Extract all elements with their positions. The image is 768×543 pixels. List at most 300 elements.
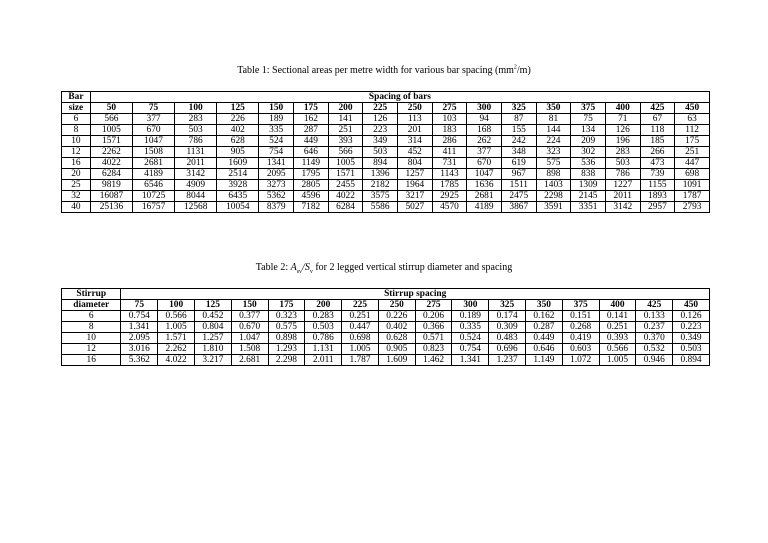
table2-column-header: 125 — [194, 300, 231, 311]
table2-row-label: 12 — [62, 344, 121, 355]
table2-cell: 0.698 — [342, 333, 379, 344]
table1-cell: 168 — [467, 125, 502, 136]
table1-row-label: 32 — [62, 191, 91, 202]
table2-cell: 0.206 — [415, 311, 452, 322]
table1-column-header: 75 — [132, 103, 174, 114]
table2-cell: 2.011 — [305, 355, 342, 366]
table2-caption-suffix: for 2 legged vertical stirrup diameter and spacing — [312, 262, 513, 273]
table2-cell: 0.646 — [526, 344, 563, 355]
table1-cell: 155 — [501, 125, 536, 136]
table1-cell: 209 — [571, 136, 606, 147]
table1-cell: 2681 — [132, 158, 174, 169]
table1-cell: 4596 — [294, 191, 329, 202]
table2-cell: 5.362 — [121, 355, 158, 366]
table1-cell: 2298 — [536, 191, 571, 202]
table2-column-header: 175 — [268, 300, 305, 311]
table1-cell: 377 — [467, 147, 502, 158]
table1-cell: 1143 — [432, 169, 467, 180]
table2-cell: 1.462 — [415, 355, 452, 366]
table2-cell: 0.174 — [489, 311, 526, 322]
table1-cell: 10725 — [132, 191, 174, 202]
table2-body — [62, 311, 710, 366]
table2-cell: 0.251 — [599, 322, 636, 333]
table2-row-label: 6 — [62, 311, 121, 322]
table1-cell: 1005 — [90, 125, 132, 136]
table2-cell: 0.628 — [378, 333, 415, 344]
table1-cell: 2957 — [640, 202, 675, 213]
table1-body — [62, 114, 710, 213]
table2-column-header: 375 — [562, 300, 599, 311]
table-row — [62, 136, 710, 147]
table2-cell: 1.341 — [452, 355, 489, 366]
table2-cell: 4.022 — [158, 355, 195, 366]
bar-area-table — [61, 91, 710, 213]
table1-cell: 2793 — [675, 202, 710, 213]
table1-cell: 503 — [605, 158, 640, 169]
table2-column-header: 450 — [673, 300, 710, 311]
table1-cell: 118 — [640, 125, 675, 136]
table2-row-label: 16 — [62, 355, 121, 366]
table1-cell: 2455 — [328, 180, 363, 191]
table1-cell: 1341 — [259, 158, 294, 169]
table1-column-header: 375 — [571, 103, 606, 114]
table1-cell: 377 — [132, 114, 174, 125]
table2-cell: 0.786 — [305, 333, 342, 344]
table1-cell: 1257 — [397, 169, 432, 180]
table1-column-header: 50 — [90, 103, 132, 114]
table1-cell: 1309 — [571, 180, 606, 191]
table2-cell: 0.946 — [636, 355, 673, 366]
table2-cell: 0.754 — [452, 344, 489, 355]
table1-cell: 898 — [536, 169, 571, 180]
table2-cell: 0.503 — [305, 322, 342, 333]
table1-cell: 71 — [605, 114, 640, 125]
table2-cell: 0.133 — [636, 311, 673, 322]
table1-cell: 3273 — [259, 180, 294, 191]
table1-cell: 1131 — [175, 147, 217, 158]
table1-cell: 619 — [501, 158, 536, 169]
table1-column-header: 350 — [536, 103, 571, 114]
table1-cell: 2095 — [259, 169, 294, 180]
table1-cell: 2011 — [605, 191, 640, 202]
table1-row-header-top: Bar — [62, 92, 91, 103]
table1-cell: 447 — [675, 158, 710, 169]
table1-row-label: 8 — [62, 125, 91, 136]
table2-cell: 2.095 — [121, 333, 158, 344]
table1-cell: 566 — [90, 114, 132, 125]
table1-cell: 144 — [536, 125, 571, 136]
table1-cell: 2925 — [432, 191, 467, 202]
table1-caption-sup: 2 — [513, 64, 517, 71]
table2-cell: 3.016 — [121, 344, 158, 355]
table2-cell: 1.047 — [231, 333, 268, 344]
table2-cell: 0.449 — [526, 333, 563, 344]
table2-cell: 1.787 — [342, 355, 379, 366]
table1-column-header: 300 — [467, 103, 502, 114]
table1-cell: 67 — [640, 114, 675, 125]
table1-column-header: 450 — [675, 103, 710, 114]
table1-cell: 1571 — [90, 136, 132, 147]
table1-cell: 7182 — [294, 202, 329, 213]
table1-cell: 1047 — [467, 169, 502, 180]
table2-cell: 1.005 — [158, 322, 195, 333]
table2-cell: 0.283 — [305, 311, 342, 322]
table1-row-label: 40 — [62, 202, 91, 213]
table1-column-header: 175 — [294, 103, 329, 114]
table1-cell: 4022 — [328, 191, 363, 202]
table1-cell: 16757 — [132, 202, 174, 213]
table1-cell: 2514 — [217, 169, 259, 180]
table1-cell: 1396 — [363, 169, 398, 180]
table1-cell: 4570 — [432, 202, 467, 213]
table1-column-header: 150 — [259, 103, 294, 114]
table1-cell: 3351 — [571, 202, 606, 213]
table1-cell: 1155 — [640, 180, 675, 191]
table1-cell: 1785 — [432, 180, 467, 191]
table2-cell: 0.524 — [452, 333, 489, 344]
table2-cell: 0.566 — [599, 344, 636, 355]
table1-column-header: 100 — [175, 103, 217, 114]
table2-cell: 0.566 — [158, 311, 195, 322]
table2-cell: 0.503 — [673, 344, 710, 355]
table1-cell: 126 — [363, 114, 398, 125]
table1-cell: 126 — [605, 125, 640, 136]
table1-cell: 628 — [217, 136, 259, 147]
table2-cell: 0.804 — [194, 322, 231, 333]
table1-cell: 3867 — [501, 202, 536, 213]
table2-column-header: 150 — [231, 300, 268, 311]
table1-cell: 1511 — [501, 180, 536, 191]
table2-caption-sub1: sv — [296, 269, 303, 275]
table1-cell: 94 — [467, 114, 502, 125]
table1-cell: 524 — [259, 136, 294, 147]
table2-cell: 0.447 — [342, 322, 379, 333]
table1-row-label: 12 — [62, 147, 91, 158]
table1-row-label: 6 — [62, 114, 91, 125]
table2-cell: 1.149 — [526, 355, 563, 366]
table1-cell: 786 — [605, 169, 640, 180]
table1-caption — [0, 65, 768, 77]
table2-column-header: 300 — [452, 300, 489, 311]
table1-column-header: 325 — [501, 103, 536, 114]
table2-cell: 0.226 — [378, 311, 415, 322]
table-row — [62, 333, 710, 344]
table1-cell: 967 — [501, 169, 536, 180]
table2-cell: 0.898 — [268, 333, 305, 344]
table1-cell: 6284 — [328, 202, 363, 213]
table2-cell: 0.571 — [415, 333, 452, 344]
table-row — [62, 311, 710, 322]
table2-cell: 0.141 — [599, 311, 636, 322]
table1-cell: 196 — [605, 136, 640, 147]
table1-cell: 838 — [571, 169, 606, 180]
table2-cell: 0.905 — [378, 344, 415, 355]
table2-column-header: 325 — [489, 300, 526, 311]
table2-cell: 0.402 — [378, 322, 415, 333]
table2-cell: 0.603 — [562, 344, 599, 355]
table1-row-label: 10 — [62, 136, 91, 147]
table1-column-header: 125 — [217, 103, 259, 114]
table1-cell: 113 — [397, 114, 432, 125]
table1-cell: 4909 — [175, 180, 217, 191]
table1-cell: 804 — [397, 158, 432, 169]
table2-cell: 1.005 — [342, 344, 379, 355]
table1-cell: 449 — [294, 136, 329, 147]
table1-cell: 183 — [432, 125, 467, 136]
table1-cell: 402 — [217, 125, 259, 136]
table1-column-header: 275 — [432, 103, 467, 114]
table1-cell: 452 — [397, 147, 432, 158]
table2-cell: 0.126 — [673, 311, 710, 322]
table1-cell: 393 — [328, 136, 363, 147]
table1-cell: 1508 — [132, 147, 174, 158]
table2-cell: 0.287 — [526, 322, 563, 333]
table1-cell: 349 — [363, 136, 398, 147]
table2-cell: 2.681 — [231, 355, 268, 366]
table2-cell: 1.293 — [268, 344, 305, 355]
table1-cell: 5362 — [259, 191, 294, 202]
table2-column-header: 400 — [599, 300, 636, 311]
table1-cell: 323 — [536, 147, 571, 158]
table2-cell: 0.452 — [194, 311, 231, 322]
table1-cell: 1795 — [294, 169, 329, 180]
table1-column-header: 425 — [640, 103, 675, 114]
table2-caption-sub2: v — [309, 269, 313, 275]
table1-cell: 4189 — [467, 202, 502, 213]
table1-cell: 786 — [175, 136, 217, 147]
table2-cell: 1.005 — [599, 355, 636, 366]
table1-cell: 8379 — [259, 202, 294, 213]
table2-cell: 1.341 — [121, 322, 158, 333]
table2-column-header: 225 — [342, 300, 379, 311]
table1-column-header-row — [62, 103, 710, 114]
table1-cell: 6546 — [132, 180, 174, 191]
table-row — [62, 202, 710, 213]
table2-cell: 0.377 — [231, 311, 268, 322]
table2-cell: 0.483 — [489, 333, 526, 344]
table1-cell: 10054 — [217, 202, 259, 213]
table1-cell: 2681 — [467, 191, 502, 202]
table1-cell: 81 — [536, 114, 571, 125]
table1-cell: 3217 — [397, 191, 432, 202]
table1-row-label: 25 — [62, 180, 91, 191]
table1-cell: 2145 — [571, 191, 606, 202]
table1-caption-prefix: Table 1: Sectional areas per metre width for various bar spacing (mm — [237, 65, 514, 76]
table2-caption-mid: /S — [302, 262, 310, 273]
table2-cell: 0.309 — [489, 322, 526, 333]
table2-cell: 2.298 — [268, 355, 305, 366]
table1-cell: 283 — [605, 147, 640, 158]
table1-cell: 335 — [259, 125, 294, 136]
table1-cell: 5586 — [363, 202, 398, 213]
table2-column-header-row — [62, 300, 710, 311]
table-row — [62, 344, 710, 355]
table2-caption — [0, 262, 768, 278]
table2-cell: 0.151 — [562, 311, 599, 322]
table1-cell: 698 — [675, 169, 710, 180]
table1-cell: 8044 — [175, 191, 217, 202]
table2-cell: 0.575 — [268, 322, 305, 333]
table2-cell: 1.609 — [378, 355, 415, 366]
table1-cell: 536 — [571, 158, 606, 169]
table1-cell: 731 — [432, 158, 467, 169]
table2-cell: 0.366 — [415, 322, 452, 333]
table-row — [62, 180, 710, 191]
table2-cell: 0.349 — [673, 333, 710, 344]
table1-cell: 3142 — [605, 202, 640, 213]
table1-cell: 103 — [432, 114, 467, 125]
table1-cell: 754 — [259, 147, 294, 158]
table1-cell: 266 — [640, 147, 675, 158]
table2-cell: 0.223 — [673, 322, 710, 333]
table2-cell: 0.754 — [121, 311, 158, 322]
table-row — [62, 322, 710, 333]
table1-cell: 1227 — [605, 180, 640, 191]
table1-cell: 162 — [294, 114, 329, 125]
table2-cell: 0.532 — [636, 344, 673, 355]
table1-cell: 1091 — [675, 180, 710, 191]
table2-cell: 0.237 — [636, 322, 673, 333]
table1-cell: 134 — [571, 125, 606, 136]
table2-column-header: 275 — [415, 300, 452, 311]
table1-cell: 3928 — [217, 180, 259, 191]
table-row — [62, 169, 710, 180]
table2-cell: 1.571 — [158, 333, 195, 344]
table2-cell: 0.370 — [636, 333, 673, 344]
table1-cell: 9819 — [90, 180, 132, 191]
table-row — [62, 158, 710, 169]
table2-column-header: 75 — [121, 300, 158, 311]
table1-cell: 1571 — [328, 169, 363, 180]
table2-column-header: 425 — [636, 300, 673, 311]
table2-caption-prefix: Table 2: — [255, 262, 291, 273]
table2-row-header-top: Stirrup — [62, 289, 121, 300]
table2-cell: 0.162 — [526, 311, 563, 322]
table1-cell: 75 — [571, 114, 606, 125]
table2-cell: 0.419 — [562, 333, 599, 344]
table1-cell: 5027 — [397, 202, 432, 213]
table2-cell: 1.810 — [194, 344, 231, 355]
table1-column-header: 250 — [397, 103, 432, 114]
table2-cell: 0.189 — [452, 311, 489, 322]
table1-cell: 894 — [363, 158, 398, 169]
table1-cell: 1047 — [132, 136, 174, 147]
table1-cell: 2182 — [363, 180, 398, 191]
table1-row-label: 20 — [62, 169, 91, 180]
table2-cell: 1.257 — [194, 333, 231, 344]
table1-cell: 314 — [397, 136, 432, 147]
table-row — [62, 125, 710, 136]
table1-cell: 1149 — [294, 158, 329, 169]
table2-column-header: 100 — [158, 300, 195, 311]
table2-cell: 0.335 — [452, 322, 489, 333]
table2-column-header: 250 — [378, 300, 415, 311]
table1-cell: 242 — [501, 136, 536, 147]
table1-cell: 348 — [501, 147, 536, 158]
table2-cell: 1.237 — [489, 355, 526, 366]
table2-column-header: 350 — [526, 300, 563, 311]
table1-cell: 1964 — [397, 180, 432, 191]
table1-cell: 646 — [294, 147, 329, 158]
table1-cell: 226 — [217, 114, 259, 125]
table2-row-header-bottom: diameter — [62, 300, 121, 311]
table2-column-header: 200 — [305, 300, 342, 311]
table1-cell: 262 — [467, 136, 502, 147]
table1-cell: 16087 — [90, 191, 132, 202]
table2-cell: 0.251 — [342, 311, 379, 322]
table2-caption-formula: A — [290, 262, 297, 273]
table1-cell: 670 — [132, 125, 174, 136]
table1-cell: 4022 — [90, 158, 132, 169]
table-row — [62, 114, 710, 125]
table2-cell: 2.262 — [158, 344, 195, 355]
table1-cell: 411 — [432, 147, 467, 158]
table1-cell: 175 — [675, 136, 710, 147]
table2-cell: 1.131 — [305, 344, 342, 355]
table1-cell: 503 — [363, 147, 398, 158]
table1-cell: 670 — [467, 158, 502, 169]
table1-cell: 6284 — [90, 169, 132, 180]
table2-cell: 0.393 — [599, 333, 636, 344]
table1-cell: 223 — [363, 125, 398, 136]
table1-cell: 2805 — [294, 180, 329, 191]
table1-row-label: 16 — [62, 158, 91, 169]
table1-cell: 185 — [640, 136, 675, 147]
table1-row-header-bottom: size — [62, 103, 91, 114]
table1-cell: 575 — [536, 158, 571, 169]
table2-cell: 0.823 — [415, 344, 452, 355]
table1-cell: 201 — [397, 125, 432, 136]
table1-column-header: 400 — [605, 103, 640, 114]
table1-cell: 63 — [675, 114, 710, 125]
table1-cell: 566 — [328, 147, 363, 158]
table1-cell: 1893 — [640, 191, 675, 202]
table1-cell: 2262 — [90, 147, 132, 158]
table1-cell: 251 — [675, 147, 710, 158]
table1-cell: 12568 — [175, 202, 217, 213]
stirrup-table — [61, 288, 710, 366]
table1-cell: 473 — [640, 158, 675, 169]
table1-cell: 283 — [175, 114, 217, 125]
table1-cell: 1005 — [328, 158, 363, 169]
table1-cell: 6435 — [217, 191, 259, 202]
table1-cell: 1636 — [467, 180, 502, 191]
table1-caption-suffix: /m) — [516, 65, 531, 76]
table2-cell: 0.323 — [268, 311, 305, 322]
table1-cell: 224 — [536, 136, 571, 147]
table1-cell: 141 — [328, 114, 363, 125]
table1-cell: 189 — [259, 114, 294, 125]
table1-cell: 2011 — [175, 158, 217, 169]
table1-cell: 251 — [328, 125, 363, 136]
table1-cell: 739 — [640, 169, 675, 180]
table1-cell: 25136 — [90, 202, 132, 213]
table1-cell: 302 — [571, 147, 606, 158]
table1-cell: 905 — [217, 147, 259, 158]
table1-cell: 3142 — [175, 169, 217, 180]
table1-cell: 1609 — [217, 158, 259, 169]
table2-row-label: 8 — [62, 322, 121, 333]
table1-group-header: Spacing of bars — [90, 92, 709, 103]
table-row — [62, 191, 710, 202]
table1-cell: 1403 — [536, 180, 571, 191]
table1-column-header: 225 — [363, 103, 398, 114]
table1-cell: 286 — [432, 136, 467, 147]
table2-cell: 1.508 — [231, 344, 268, 355]
table1-cell: 1787 — [675, 191, 710, 202]
table1-cell: 287 — [294, 125, 329, 136]
table2-group-header: Stirrup spacing — [121, 289, 710, 300]
